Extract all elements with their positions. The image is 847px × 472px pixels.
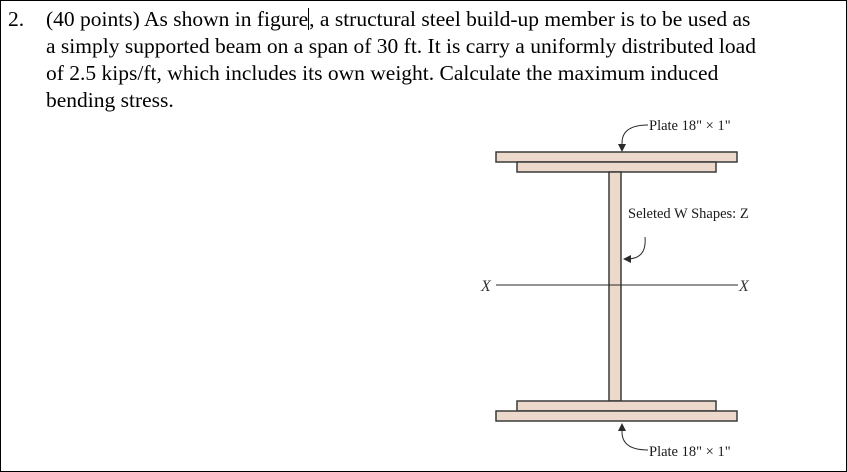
w-shape-label: Seleted W Shapes: Z xyxy=(628,206,749,222)
bottom-plate-leader xyxy=(622,427,648,450)
question-line-3: of 2.5 kips/ft, which includes its own weight. Calculate the maximum induced xyxy=(46,61,719,85)
axis-label-left: X xyxy=(481,278,491,295)
w-shape-leader xyxy=(627,237,645,259)
bottom-cover-plate xyxy=(496,411,737,421)
bottom-w-flange xyxy=(517,401,716,411)
bottom-plate-label: Plate 18" × 1" xyxy=(649,444,731,460)
top-cover-plate xyxy=(496,152,737,162)
question-line-4: bending stress. xyxy=(46,88,174,112)
top-plate-leader xyxy=(622,125,648,148)
top-plate-label: Plate 18" × 1" xyxy=(649,118,731,134)
question-number: 2. xyxy=(8,7,25,31)
question-line-1-start: (40 points) As shown in figure xyxy=(46,7,309,31)
question-line-1-end: , a structural steel build-up member is to be used as xyxy=(309,7,751,31)
question-line-2: a simply supported beam on a span of 30 ft. It is carry a uniformly distributed load xyxy=(46,34,756,58)
axis-label-right: X xyxy=(739,278,749,295)
top-w-flange xyxy=(517,162,716,172)
w-web xyxy=(609,172,621,401)
